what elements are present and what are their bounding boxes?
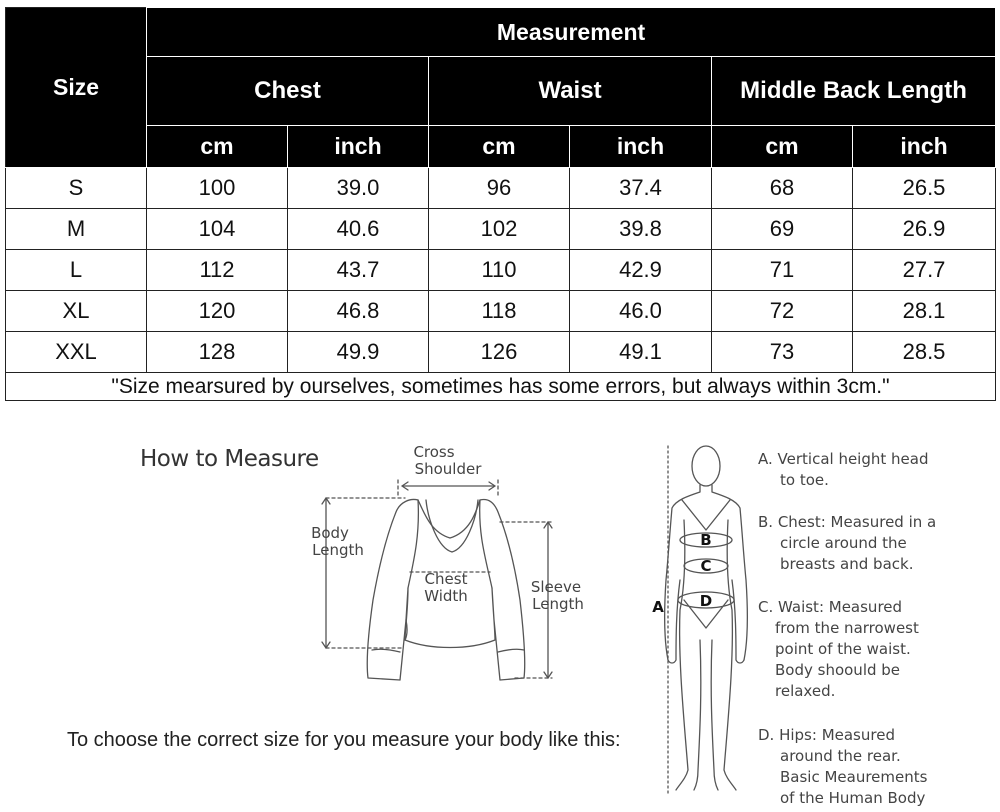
table-cell: 120	[147, 291, 288, 332]
unit-header: inch	[288, 126, 429, 168]
table-cell: 126	[429, 332, 570, 373]
legend-line: relaxed.	[775, 682, 836, 700]
table-cell: 71	[712, 250, 853, 291]
table-cell: 69	[712, 209, 853, 250]
table-cell: 39.0	[288, 168, 429, 209]
sleeve-length-label: Sleeve	[530, 578, 582, 596]
marker-d: D	[699, 592, 713, 610]
waist-header: Waist	[429, 57, 712, 126]
legend-line: C. Waist: Measured	[758, 598, 903, 616]
marker-c: C	[700, 557, 712, 575]
table-cell: 128	[147, 332, 288, 373]
chest-header: Chest	[147, 57, 429, 126]
cross-shoulder-label: Cross	[413, 443, 455, 461]
unit-header: inch	[853, 126, 996, 168]
table-cell: 39.8	[570, 209, 712, 250]
unit-header: cm	[712, 126, 853, 168]
table-cell: 68	[712, 168, 853, 209]
marker-b: B	[700, 531, 712, 549]
unit-header: inch	[570, 126, 712, 168]
legend-d	[758, 725, 927, 809]
legend-line: circle around the	[780, 534, 907, 552]
table-cell: 72	[712, 291, 853, 332]
table-cell: 96	[429, 168, 570, 209]
legend-b	[758, 512, 936, 575]
sleeve-length-label: Length	[532, 595, 584, 613]
table-cell: 40.6	[288, 209, 429, 250]
table-cell: 49.1	[570, 332, 712, 373]
unit-header: cm	[429, 126, 570, 168]
table-cell: 26.9	[853, 209, 996, 250]
table-cell: 102	[429, 209, 570, 250]
table-cell: 46.0	[570, 291, 712, 332]
table-cell: 37.4	[570, 168, 712, 209]
legend-line: D. Hips: Measured	[758, 726, 895, 744]
table-note: "Size mearsured by ourselves, sometimes has some errors, but always within 3cm."	[6, 373, 996, 401]
table-cell: 28.1	[853, 291, 996, 332]
middle-back-length-header: Middle Back Length	[712, 57, 996, 126]
legend-a	[758, 449, 928, 491]
body-length-label: Body	[311, 524, 349, 542]
legend-line: Basic Meaurements	[780, 768, 928, 786]
table-cell: 43.7	[288, 250, 429, 291]
marker-a: A	[652, 598, 664, 616]
table-cell: 42.9	[570, 250, 712, 291]
cross-shoulder-label: Shoulder	[414, 460, 482, 478]
table-cell: 28.5	[853, 332, 996, 373]
legend-line: of the Human Body	[780, 789, 926, 807]
size-cell: M	[6, 209, 147, 250]
legend-line: breasts and back.	[780, 555, 914, 573]
table-cell: 112	[147, 250, 288, 291]
body-length-label: Length	[312, 541, 364, 559]
table-cell: 110	[429, 250, 570, 291]
size-cell: XXL	[6, 332, 147, 373]
legend-line: around the rear.	[780, 747, 901, 765]
size-header: Size	[6, 8, 147, 168]
legend-c	[758, 597, 919, 702]
table-cell: 104	[147, 209, 288, 250]
size-cell: L	[6, 250, 147, 291]
human-body-drawing	[665, 446, 748, 790]
legend-line: to toe.	[780, 471, 829, 489]
table-cell: 46.8	[288, 291, 429, 332]
legend-line: A. Vertical height head	[758, 450, 929, 468]
table-cell: 118	[429, 291, 570, 332]
legend-line: point of the waist.	[775, 640, 911, 658]
size-cell: XL	[6, 291, 147, 332]
table-cell: 49.9	[288, 332, 429, 373]
measurement-header: Measurement	[147, 8, 996, 57]
legend-line: Body shoould be	[775, 661, 901, 679]
table-cell: 26.5	[853, 168, 996, 209]
unit-header: cm	[147, 126, 288, 168]
legend-line: B. Chest: Measured in a	[758, 513, 937, 531]
chest-width-label: Width	[424, 587, 468, 605]
table-cell: 73	[712, 332, 853, 373]
table-cell: 100	[147, 168, 288, 209]
table-cell: 27.7	[853, 250, 996, 291]
instruction-text: To choose the correct size for you measure your body like this:	[67, 729, 621, 751]
size-cell: S	[6, 168, 147, 209]
legend-line: from the narrowest	[775, 619, 919, 637]
chest-width-label: Chest	[424, 570, 468, 588]
how-to-measure-title: How to Measure	[140, 446, 319, 472]
